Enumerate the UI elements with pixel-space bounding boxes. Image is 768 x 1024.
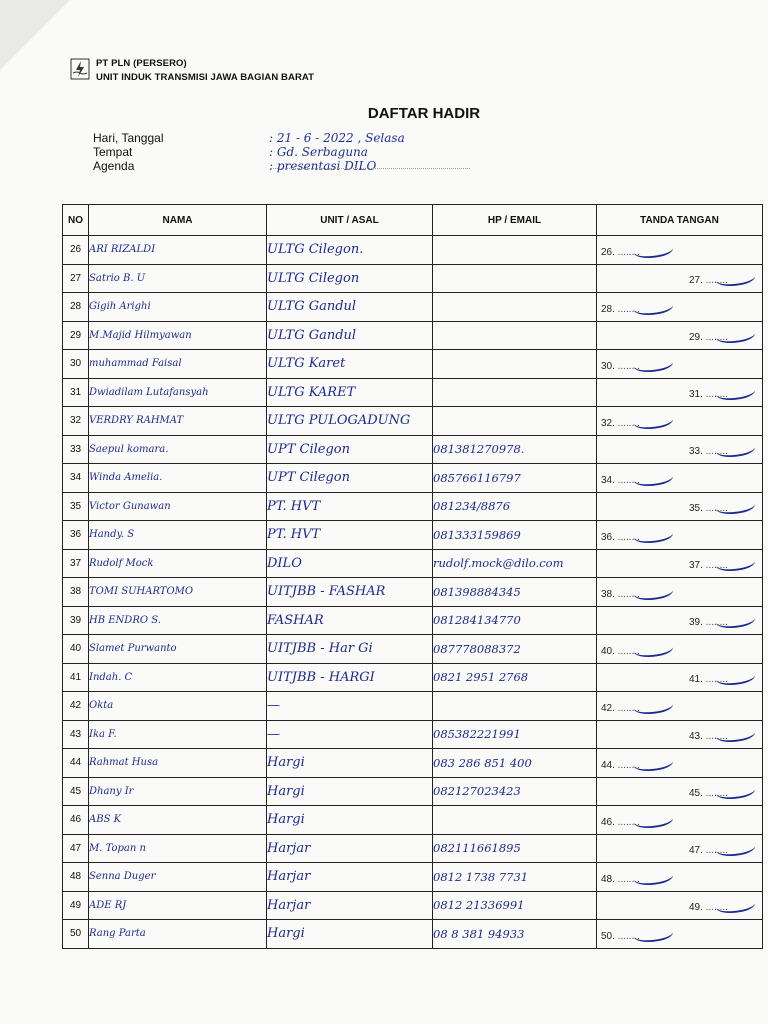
- attendance-table: [62, 204, 763, 949]
- signature-cell: [597, 777, 763, 806]
- signature-cell: [597, 920, 763, 949]
- table-row: [63, 663, 763, 692]
- agenda-label: Agenda: [93, 159, 135, 173]
- attendee-name: Dhany Ir: [89, 777, 267, 806]
- attendee-unit: Harjar: [267, 834, 433, 863]
- table-row: [63, 863, 763, 892]
- attendee-contact: [433, 692, 597, 721]
- attendee-contact: 081333159869: [433, 521, 597, 550]
- attendee-name: HB ENDRO S.: [89, 606, 267, 635]
- signature-cell: [597, 806, 763, 835]
- header-no: NO: [63, 205, 89, 236]
- attendee-unit: Hargi: [267, 749, 433, 778]
- table-row: [63, 777, 763, 806]
- table-row: [63, 549, 763, 578]
- signature-number: 29. .....: [689, 332, 728, 343]
- signature-number: 41. .....: [689, 674, 728, 685]
- table-row: [63, 321, 763, 350]
- signature-mark: [632, 353, 674, 376]
- signature-cell: [597, 749, 763, 778]
- table-header-row: [63, 205, 763, 236]
- attendee-name: Rahmat Husa: [89, 749, 267, 778]
- attendee-unit: Harjar: [267, 891, 433, 920]
- table-row: [63, 378, 763, 407]
- attendee-contact: 081398884345: [433, 578, 597, 607]
- attendee-unit: UITJBB - FASHAR: [267, 578, 433, 607]
- attendee-contact: 081381270978.: [433, 435, 597, 464]
- attendee-contact: [433, 321, 597, 350]
- company-header: [96, 57, 314, 85]
- signature-number: 44. .....: [601, 760, 640, 771]
- attendee-contact: [433, 378, 597, 407]
- attendee-contact: 085382221991: [433, 720, 597, 749]
- signature-mark: [632, 866, 674, 889]
- table-row: [63, 891, 763, 920]
- attendee-name: Ika F.: [89, 720, 267, 749]
- attendee-contact: 0812 21336991: [433, 891, 597, 920]
- folded-corner: [0, 0, 70, 70]
- attendee-unit: UPT Cilegon: [267, 435, 433, 464]
- signature-mark: [632, 581, 674, 604]
- attendee-contact: rudolf.mock@dilo.com: [433, 549, 597, 578]
- attendee-unit: UITJBB - HARGI: [267, 663, 433, 692]
- attendee-name: Gigih Arighi: [89, 293, 267, 322]
- agenda-value: : presentasi DILO: [269, 159, 377, 173]
- attendee-name: Rudolf Mock: [89, 549, 267, 578]
- row-number: 29: [63, 321, 89, 350]
- signature-number: 39. .....: [689, 617, 728, 628]
- signature-cell: [597, 720, 763, 749]
- signature-cell: [597, 521, 763, 550]
- date-value: : 21 - 6 - 2022 , Selasa: [269, 131, 405, 145]
- table-row: [63, 350, 763, 379]
- table-row: [63, 236, 763, 265]
- attendee-contact: 082127023423: [433, 777, 597, 806]
- attendee-name: Saepul komara.: [89, 435, 267, 464]
- attendee-contact: 082111661895: [433, 834, 597, 863]
- signature-cell: [597, 863, 763, 892]
- signature-mark: [632, 923, 674, 946]
- attendee-unit: PT. HVT: [267, 521, 433, 550]
- agenda-dotted-line: [270, 168, 470, 169]
- attendee-contact: 081284134770: [433, 606, 597, 635]
- table-row: [63, 492, 763, 521]
- row-number: 33: [63, 435, 89, 464]
- header-unit: UNIT / ASAL: [267, 205, 433, 236]
- table-row: [63, 464, 763, 493]
- signature-cell: [597, 407, 763, 436]
- signature-mark: [632, 410, 674, 433]
- date-label: Hari, Tanggal: [93, 131, 164, 145]
- table-row: [63, 293, 763, 322]
- attendee-contact: 087778088372: [433, 635, 597, 664]
- pln-logo-icon: [70, 58, 90, 80]
- attendee-unit: Harjar: [267, 863, 433, 892]
- table-row: [63, 521, 763, 550]
- signature-number: 31. .....: [689, 389, 728, 400]
- company-name: PT PLN (PERSERO): [96, 58, 187, 69]
- signature-cell: [597, 236, 763, 265]
- row-number: 36: [63, 521, 89, 550]
- signature-cell: [597, 606, 763, 635]
- attendee-contact: [433, 350, 597, 379]
- attendee-name: M.Majid Hilmyawan: [89, 321, 267, 350]
- row-number: 39: [63, 606, 89, 635]
- row-number: 34: [63, 464, 89, 493]
- attendee-unit: FASHAR: [267, 606, 433, 635]
- row-number: 49: [63, 891, 89, 920]
- row-number: 26: [63, 236, 89, 265]
- signature-mark: [632, 752, 674, 775]
- row-number: 32: [63, 407, 89, 436]
- row-number: 37: [63, 549, 89, 578]
- header-nama: NAMA: [89, 205, 267, 236]
- attendee-name: ARI RIZALDI: [89, 236, 267, 265]
- attendee-name: Winda Amelia.: [89, 464, 267, 493]
- signature-cell: [597, 293, 763, 322]
- attendee-unit: ULTG PULOGADUNG: [267, 407, 433, 436]
- row-number: 44: [63, 749, 89, 778]
- attendee-contact: 081234/8876: [433, 492, 597, 521]
- row-number: 40: [63, 635, 89, 664]
- row-number: 42: [63, 692, 89, 721]
- attendee-contact: 083 286 851 400: [433, 749, 597, 778]
- row-number: 30: [63, 350, 89, 379]
- table-row: [63, 834, 763, 863]
- signature-mark: [632, 809, 674, 832]
- meeting-info: [93, 131, 405, 173]
- row-number: 27: [63, 264, 89, 293]
- row-number: 48: [63, 863, 89, 892]
- signature-cell: [597, 692, 763, 721]
- attendee-contact: [433, 293, 597, 322]
- row-number: 38: [63, 578, 89, 607]
- table-row: [63, 264, 763, 293]
- attendee-unit: —: [267, 720, 433, 749]
- signature-cell: [597, 492, 763, 521]
- attendee-name: M. Topan n: [89, 834, 267, 863]
- signature-cell: [597, 891, 763, 920]
- signature-number: 34. .....: [601, 475, 640, 486]
- attendee-unit: PT. HVT: [267, 492, 433, 521]
- signature-cell: [597, 435, 763, 464]
- table-row: [63, 407, 763, 436]
- attendee-name: ADE RJ: [89, 891, 267, 920]
- row-number: 28: [63, 293, 89, 322]
- signature-number: 45. .....: [689, 788, 728, 799]
- attendee-name: Slamet Purwanto: [89, 635, 267, 664]
- attendee-name: Satrio B. U: [89, 264, 267, 293]
- signature-cell: [597, 635, 763, 664]
- attendee-contact: [433, 264, 597, 293]
- header-tanda-tangan: TANDA TANGAN: [597, 205, 763, 236]
- row-number: 41: [63, 663, 89, 692]
- row-number: 43: [63, 720, 89, 749]
- attendee-name: Handy. S: [89, 521, 267, 550]
- place-value: : Gd. Serbaguna: [269, 145, 368, 159]
- attendee-name: VERDRY RAHMAT: [89, 407, 267, 436]
- signature-number: 33. .....: [689, 446, 728, 457]
- attendee-unit: UPT Cilegon: [267, 464, 433, 493]
- signature-number: 30. .....: [601, 361, 640, 372]
- signature-cell: [597, 464, 763, 493]
- row-number: 31: [63, 378, 89, 407]
- table-row: [63, 606, 763, 635]
- attendee-name: muhammad Faisal: [89, 350, 267, 379]
- table-row: [63, 578, 763, 607]
- signature-cell: [597, 663, 763, 692]
- row-number: 47: [63, 834, 89, 863]
- attendee-unit: Hargi: [267, 806, 433, 835]
- attendee-unit: DILO: [267, 549, 433, 578]
- row-number: 46: [63, 806, 89, 835]
- attendee-name: Rang Parta: [89, 920, 267, 949]
- attendee-name: ABS K: [89, 806, 267, 835]
- attendee-unit: —: [267, 692, 433, 721]
- company-unit: UNIT INDUK TRANSMISI JAWA BAGIAN BARAT: [96, 72, 315, 83]
- signature-number: 28. .....: [601, 304, 640, 315]
- signature-number: 48. .....: [601, 874, 640, 885]
- signature-number: 36. .....: [601, 532, 640, 543]
- attendee-contact: [433, 236, 597, 265]
- signature-cell: [597, 378, 763, 407]
- attendee-name: Okta: [89, 692, 267, 721]
- signature-mark: [632, 638, 674, 661]
- attendee-unit: Hargi: [267, 777, 433, 806]
- attendee-contact: 08 8 381 94933: [433, 920, 597, 949]
- row-number: 45: [63, 777, 89, 806]
- attendee-contact: [433, 407, 597, 436]
- signature-number: 47. .....: [689, 845, 728, 856]
- signature-number: 46. .....: [601, 817, 640, 828]
- signature-cell: [597, 350, 763, 379]
- attendee-name: Dwiadilam Lutafansyah: [89, 378, 267, 407]
- table-row: [63, 749, 763, 778]
- table-row: [63, 692, 763, 721]
- attendee-unit: ULTG Karet: [267, 350, 433, 379]
- attendee-name: TOMI SUHARTOMO: [89, 578, 267, 607]
- signature-mark: [632, 296, 674, 319]
- place-label: Tempat: [93, 145, 133, 159]
- signature-number: 50. .....: [601, 931, 640, 942]
- attendee-unit: ULTG Gandul: [267, 321, 433, 350]
- signature-mark: [632, 695, 674, 718]
- signature-number: 27. .....: [689, 275, 728, 286]
- signature-number: 38. .....: [601, 589, 640, 600]
- attendee-unit: ULTG KARET: [267, 378, 433, 407]
- signature-number: 35. .....: [689, 503, 728, 514]
- table-row: [63, 806, 763, 835]
- signature-number: 37. .....: [689, 560, 728, 571]
- attendee-contact: [433, 806, 597, 835]
- row-number: 35: [63, 492, 89, 521]
- signature-number: 43. .....: [689, 731, 728, 742]
- attendee-unit: UITJBB - Har Gi: [267, 635, 433, 664]
- document-title: DAFTAR HADIR: [367, 105, 481, 122]
- signature-cell: [597, 321, 763, 350]
- signature-mark: [632, 524, 674, 547]
- attendee-name: Indah. C: [89, 663, 267, 692]
- signature-number: 32. .....: [601, 418, 640, 429]
- attendee-name: Senna Duger: [89, 863, 267, 892]
- attendee-contact: 0812 1738 7731: [433, 863, 597, 892]
- header-hp: HP / EMAIL: [433, 205, 597, 236]
- table-row: [63, 635, 763, 664]
- signature-cell: [597, 834, 763, 863]
- signature-cell: [597, 578, 763, 607]
- signature-cell: [597, 549, 763, 578]
- signature-number: 49. .....: [689, 902, 728, 913]
- attendee-name: Victor Gunawan: [89, 492, 267, 521]
- signature-mark: [632, 239, 674, 262]
- attendee-unit: ULTG Cilegon: [267, 264, 433, 293]
- row-number: 50: [63, 920, 89, 949]
- signature-mark: [632, 467, 674, 490]
- signature-number: 40. .....: [601, 646, 640, 657]
- attendee-unit: Hargi: [267, 920, 433, 949]
- attendee-unit: ULTG Gandul: [267, 293, 433, 322]
- signature-number: 26. .....: [601, 247, 640, 258]
- table-row: [63, 435, 763, 464]
- table-row: [63, 720, 763, 749]
- signature-number: 42. .....: [601, 703, 640, 714]
- attendee-contact: 0821 2951 2768: [433, 663, 597, 692]
- signature-cell: [597, 264, 763, 293]
- attendee-unit: ULTG Cilegon.: [267, 236, 433, 265]
- attendee-contact: 085766116797: [433, 464, 597, 493]
- table-row: [63, 920, 763, 949]
